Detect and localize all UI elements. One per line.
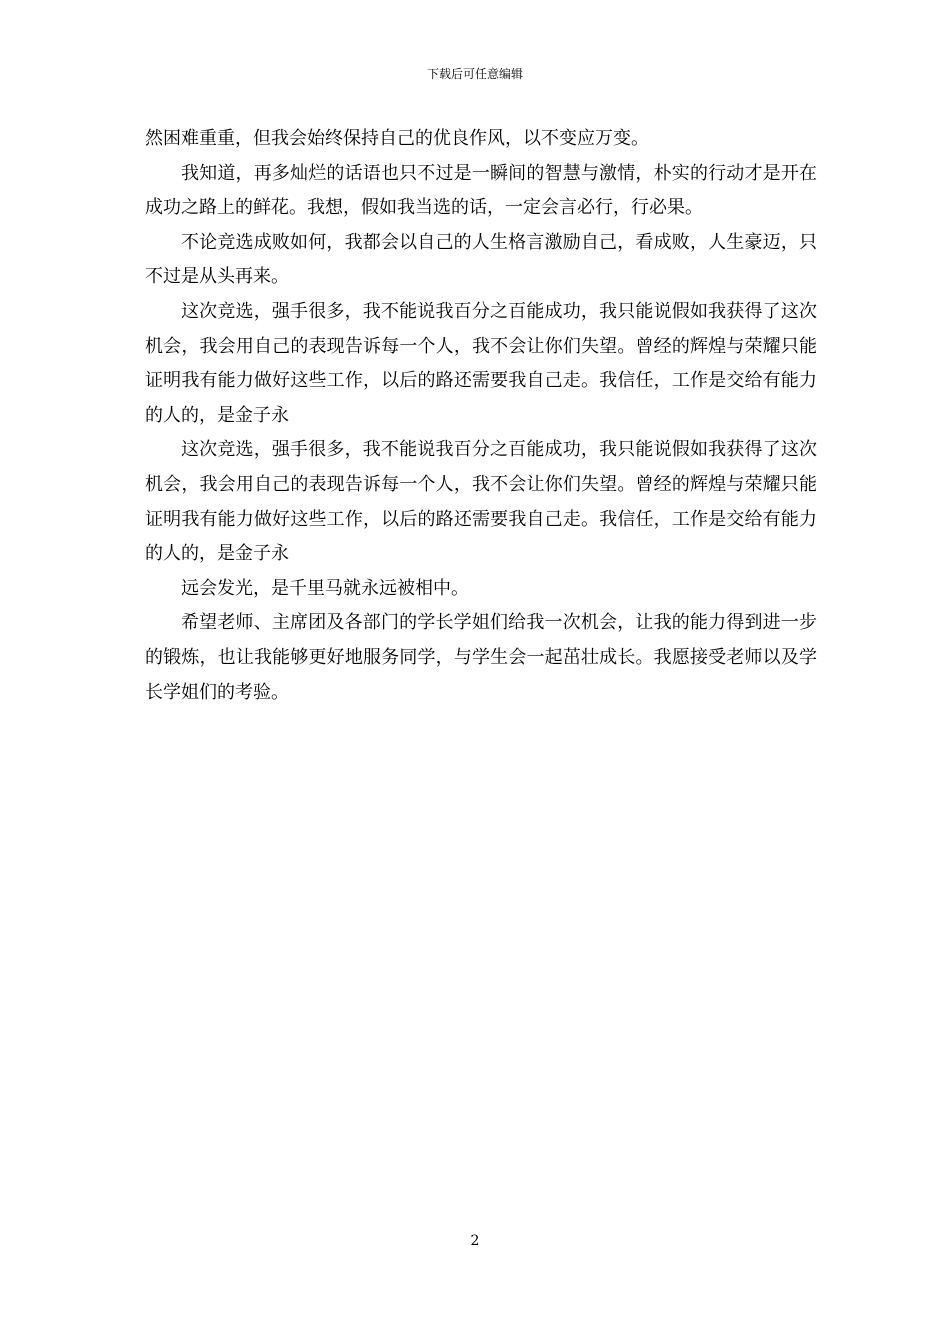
paragraph: 我知道，再多灿烂的话语也只不过是一瞬间的智慧与激情，朴实的行动才是开在成功之路上的鲜花。我想，假如我当选的话，一定会言必行，行必果。 [145, 162, 817, 219]
document-body [145, 122, 817, 710]
paragraph: 这次竞选，强手很多，我不能说我百分之百能成功，我只能说假如我获得了这次机会，我会用自己的表现告诉每一个人，我不会让你们失望。曾经的辉煌与荣耀只能证明我有能力做好这些工作，以后的路还需要我自己走。我信任，工作是交给有能力的人的，是金子永 [145, 300, 817, 426]
page-header: 下载后可任意编辑 [426, 67, 523, 81]
paragraph: 远会发光，是千里马就永远被相中。 [181, 577, 469, 599]
paragraph: 然困难重重，但我会始终保持自己的优良作风，以不变应万变。 [145, 128, 649, 149]
paragraph: 这次竞选，强手很多，我不能说我百分之百能成功，我只能说假如我获得了这次机会，我会用自己的表现告诉每一个人，我不会让你们失望。曾经的辉煌与荣耀只能证明我有能力做好这些工作，以后的路还需要我自己走。我信任，工作是交给有能力的人的，是金子永 [145, 439, 817, 565]
paragraph: 不论竞选成败如何，我都会以自己的人生格言激励自己，看成败，人生豪迈，只不过是从头再来。 [145, 231, 817, 288]
page-number: 2 [470, 1233, 480, 1249]
paragraph: 希望老师、主席团及各部门的学长学姐们给我一次机会，让我的能力得到进一步的锻炼，也让我能够更好地服务同学，与学生会一起茁壮成长。我愿接受老师以及学长学姐们的考验。 [145, 612, 817, 703]
